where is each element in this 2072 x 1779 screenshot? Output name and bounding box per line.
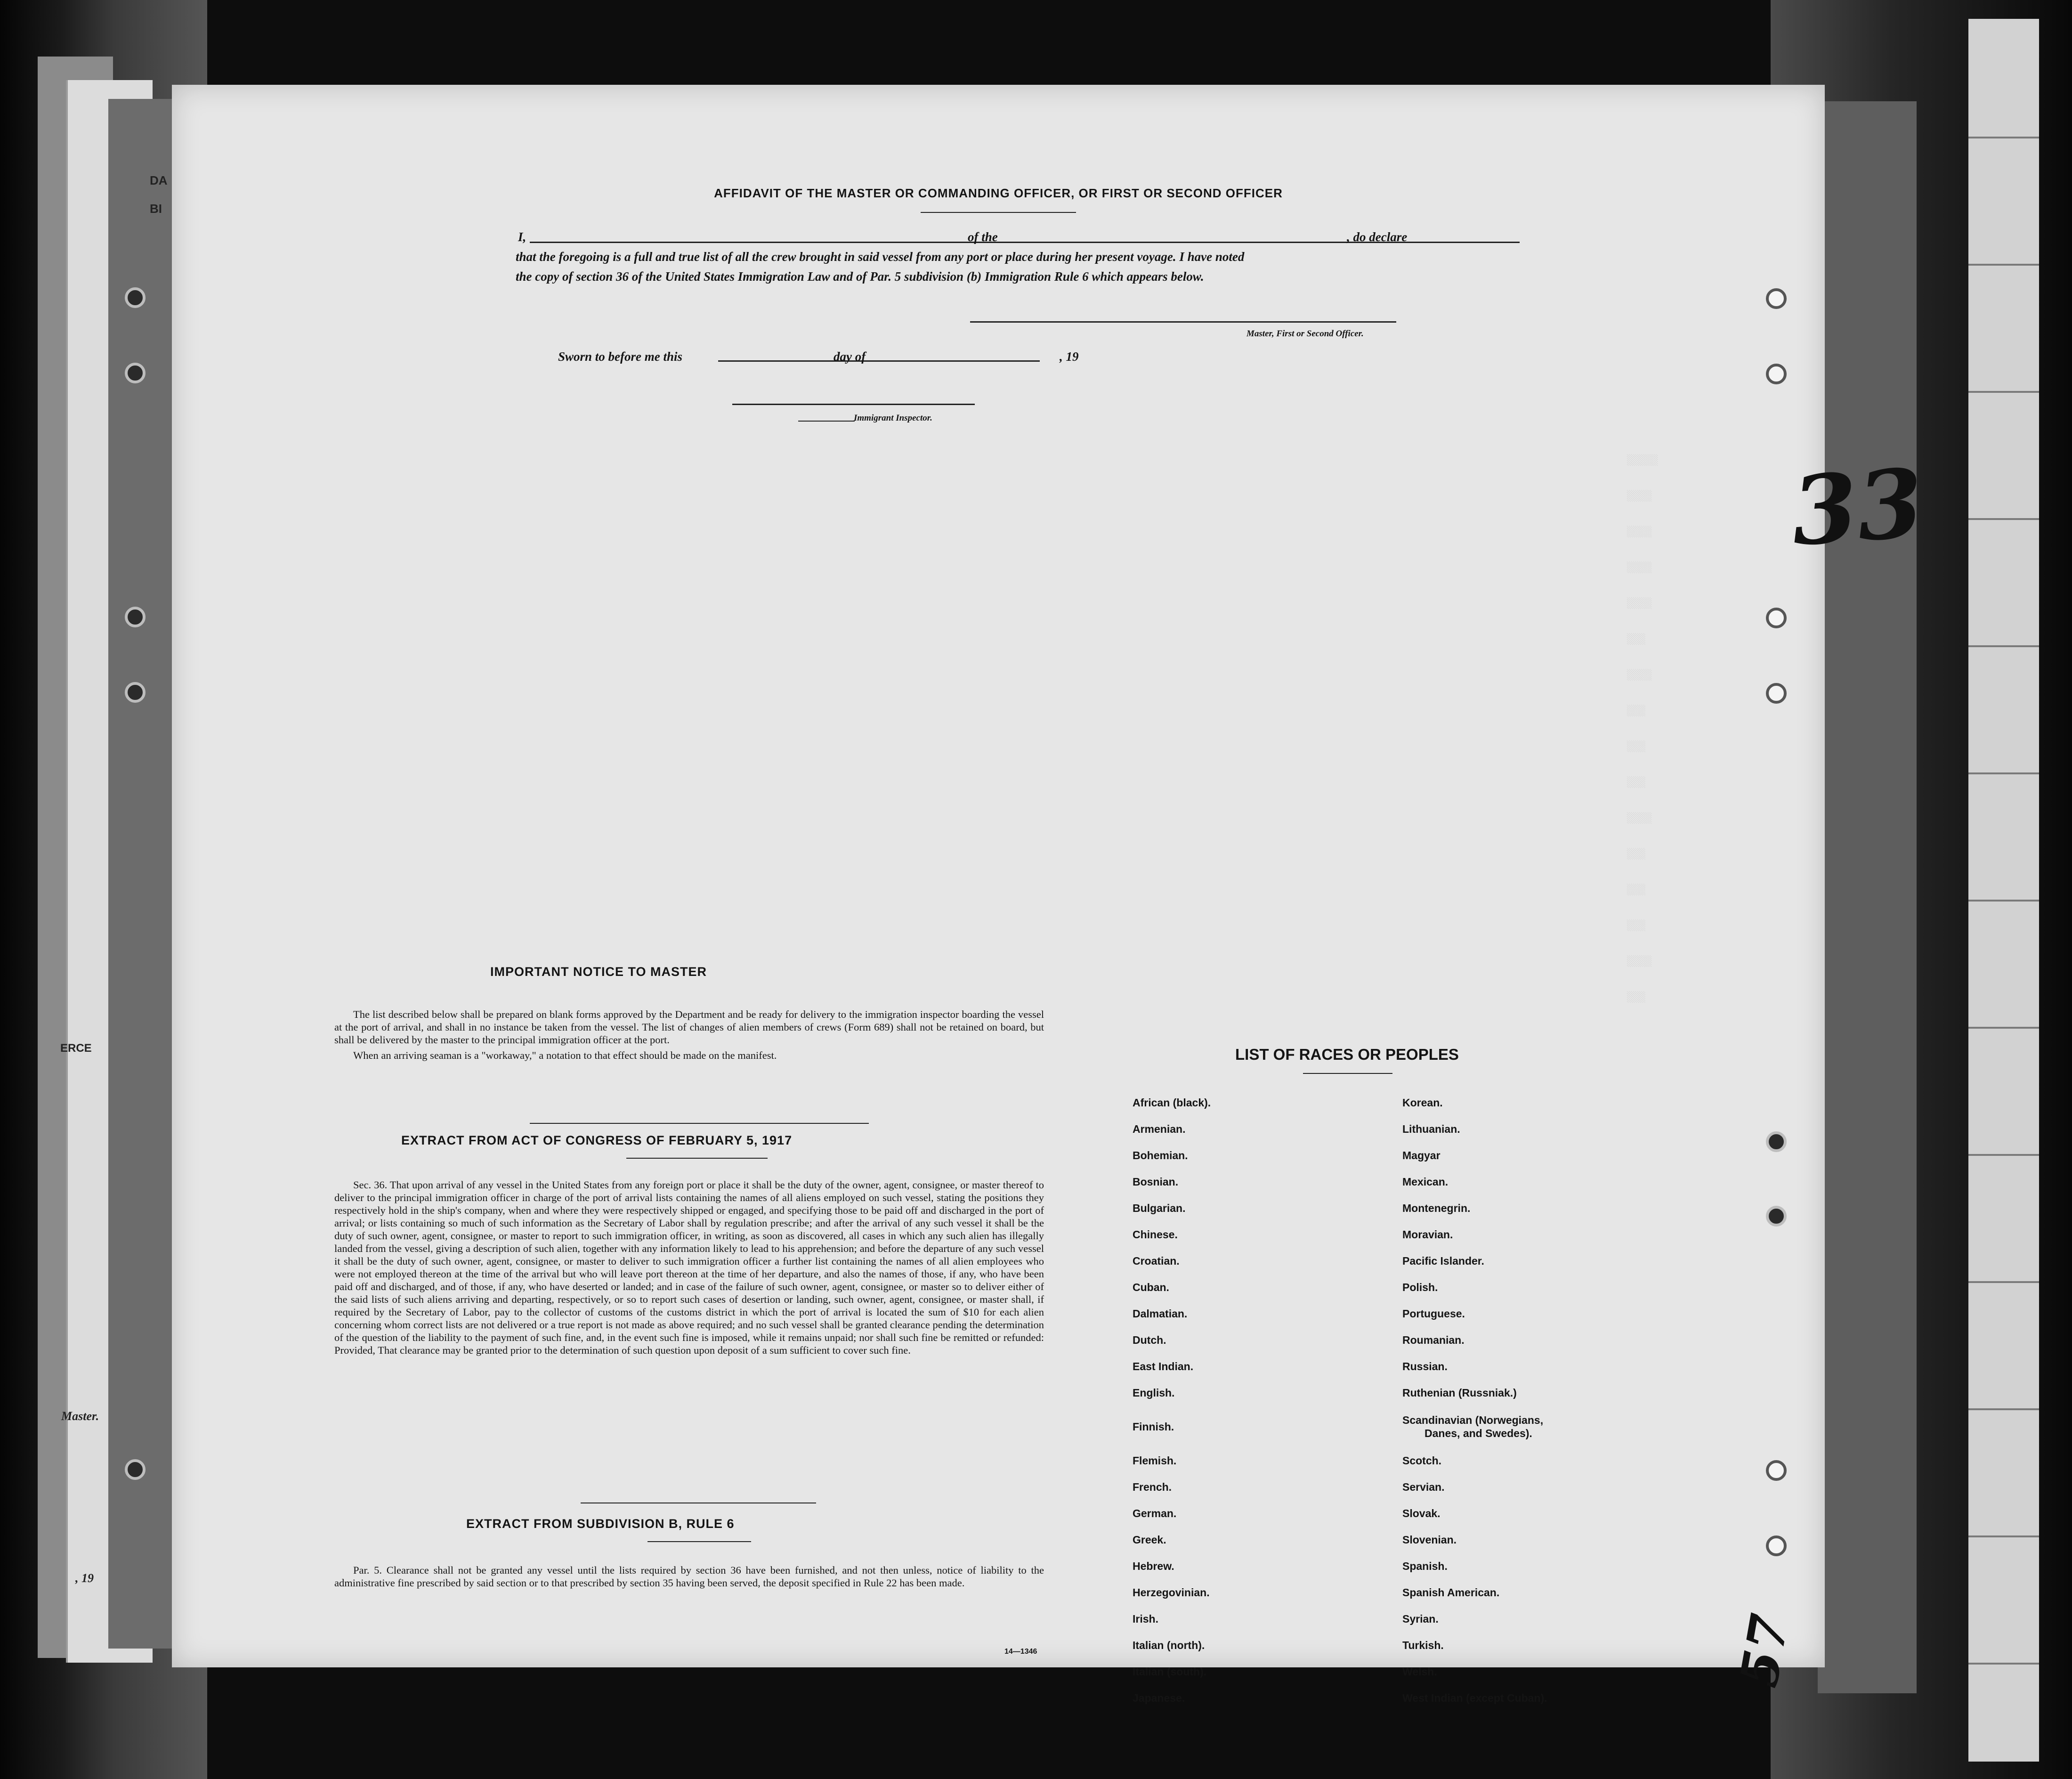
race-item: Portuguese. (1402, 1308, 1465, 1320)
race-item: Dutch. (1133, 1334, 1166, 1346)
race-item: Dalmatian. (1133, 1308, 1188, 1320)
title-rule (921, 212, 1076, 213)
race-item: Italian (north). (1133, 1639, 1205, 1651)
left-fragment-master: Master. (61, 1409, 99, 1423)
punch-hole (1766, 683, 1787, 704)
race-item: Spanish. (1402, 1560, 1448, 1572)
race-item: Welsh. (1402, 1665, 1437, 1678)
race-item: Korean. (1402, 1097, 1443, 1109)
race-item: Cuban. (1133, 1281, 1169, 1293)
race-item: Danes, and Swedes). (1424, 1427, 1532, 1439)
notice-title: IMPORTANT NOTICE TO MASTER (490, 965, 707, 979)
race-item: Irish. (1133, 1613, 1158, 1625)
punch-hole (125, 363, 146, 383)
affidavit-line1-mid: of the (968, 230, 998, 244)
race-item: Bohemian. (1133, 1149, 1188, 1162)
race-item: Bosnian. (1133, 1176, 1179, 1188)
race-item: Ruthenian (Russniak.) (1402, 1387, 1517, 1399)
sworn-month-line (881, 360, 1040, 362)
signature-label: Master, First or Second Officer. (1246, 329, 1364, 339)
document-page (172, 85, 1825, 1704)
punch-hole (125, 287, 146, 308)
race-item: Russian. (1402, 1360, 1448, 1373)
races-title: LIST OF RACES OR PEOPLES (1235, 1046, 1459, 1063)
left-fragment-bi: BI (150, 202, 162, 216)
handwritten-corner-mark: 57 (1728, 1609, 1801, 1692)
race-item: French. (1133, 1481, 1172, 1493)
inspector-short-line (798, 421, 855, 422)
race-item: Turkish. (1402, 1639, 1444, 1651)
sworn-prefix: Sworn to before me this (558, 349, 683, 364)
race-item: Hebrew. (1133, 1560, 1174, 1572)
punch-hole (1766, 608, 1787, 628)
notice-paragraph: When an arriving seaman is a "workaway," a notation to that effect should be made on the manifest. (353, 1049, 777, 1061)
inspector-label: Immigrant Inspector. (854, 413, 932, 423)
race-item: Finnish. (1133, 1421, 1174, 1433)
extract-rule-paragraph: Par. 5. Clearance shall not be granted any vessel until the lists required by section 36 have been furnished, and not then unless, notice of liability to the administrative fine prescribed by said section or to that prescribed by section 35 having been served, the deposit specified in Rule 22 has been made. (334, 1564, 1044, 1589)
extract-act-title: EXTRACT FROM ACT OF CONGRESS OF FEBRUARY 5, 1917 (401, 1133, 793, 1147)
affidavit-line2: that the foregoing is a full and true list of all the crew brought in said vessel from any port or place during her present voyage. I have noted (516, 250, 1245, 264)
affidavit-line3: the copy of section 36 of the United States Immigration Law and of Par. 5 subdivision (b) Immigration Rule 6 which appears below. (516, 269, 1204, 284)
punch-hole (1766, 1206, 1787, 1227)
race-item: Bulgarian. (1133, 1202, 1186, 1214)
race-item: East Indian. (1133, 1360, 1194, 1373)
notice-paragraph: The list described below shall be prepared on blank forms approved by the Department and be ready for delivery to the immigration inspector boarding the vessel at the port of arrival, and shall in no instance be taken from the vessel. The list of changes of alien members of crews (Form 689) shall not be retained on board, but shall be delivered by the master to the principal immigration officer at the port. (334, 1008, 1044, 1046)
race-item: Lithuanian. (1402, 1123, 1460, 1135)
affidavit-title: AFFIDAVIT OF THE MASTER OR COMMANDING OFFICER, OR FIRST OR SECOND OFFICER (714, 186, 1283, 200)
sworn-year-label: , 19 (1060, 349, 1079, 364)
races-title-rule (1303, 1073, 1392, 1074)
race-item: Pacific Islander. (1402, 1255, 1484, 1267)
race-item: Japanese. (1133, 1692, 1185, 1704)
signature-line (970, 321, 1396, 323)
form-number: 14—1346 (1004, 1648, 1037, 1656)
vessel-fill-line (1006, 242, 1520, 243)
race-item: African (black). (1133, 1097, 1211, 1109)
punch-hole (1766, 1535, 1787, 1556)
race-item: Magyar (1402, 1149, 1441, 1162)
extract-rule-title: EXTRACT FROM SUBDIVISION B, RULE 6 (466, 1517, 735, 1531)
section-rule (530, 1123, 869, 1124)
race-item: English. (1133, 1387, 1175, 1399)
race-item: Greek. (1133, 1534, 1166, 1546)
race-item: Slovak. (1402, 1507, 1441, 1519)
sworn-day-label: day of (834, 349, 866, 364)
notice-body (334, 1008, 1044, 1062)
race-item: Roumanian. (1402, 1334, 1465, 1346)
race-item: Chinese. (1133, 1228, 1178, 1241)
punch-hole (1766, 1460, 1787, 1481)
race-item: Moravian. (1402, 1228, 1453, 1241)
punch-hole (125, 607, 146, 627)
handwritten-number: 33 (1788, 447, 1927, 568)
left-fragment-year: , 19 (75, 1571, 94, 1585)
race-item: Croatian. (1133, 1255, 1180, 1267)
left-fragment-erce: ERCE (60, 1042, 92, 1055)
race-item: Servian. (1402, 1481, 1445, 1493)
extract-rule-body (334, 1564, 1044, 1589)
race-item: Italian (south). (1133, 1665, 1207, 1678)
affidavit-line1-end: , do declare (1347, 230, 1408, 244)
page-edge-right-2 (1968, 19, 2039, 1762)
race-item: West Indian (except Cuban). (1402, 1692, 1547, 1704)
race-item: Herzegovinian. (1133, 1586, 1210, 1599)
punch-hole (125, 1459, 146, 1480)
race-item: Mexican. (1402, 1176, 1449, 1188)
race-item: Polish. (1402, 1281, 1438, 1293)
race-item: Flemish. (1133, 1454, 1177, 1467)
extract-act-paragraph: Sec. 36. That upon arrival of any vessel in the United States from any foreign port or place it shall be the duty of the owner, agent, consignee, or master thereof to deliver to the principal immigration officer in charge of the port of arrival lists containing the names of all aliens employed on such vessel, stating the positions they respectively hold in the ship's company, when and where they were respectively shipped or engaged, and specifying those to be paid off and discharged in the port of arrival; or lists containing so much of such information as the Secretary of Labor shall by regulation prescribe; and after the arrival of any such vessel it shall be the duty of such owner, agent, consignee, or master to report to such immigration officer, in writing, as soon as discovered, all cases in which any such alien has illegally landed from the vessel, giving a description of such alien, together with any information likely to lead to his apprehension; and before the departure of any such vessel it shall be the duty of such owner, agent, consignee, or master to deliver to such immigration officer a further list containing the names of all alien employees who were not employed thereon at the time of the arrival but who will leave port thereon at the time of her departure, and also the names of those, if any, who have been paid off and discharged, and of those, if any, who have deserted or landed; and in case of the failure of such owner, agent, consignee, or master so to deliver either of the said lists of such aliens arriving and departing, respectively, or so to report such cases of desertion or landing, such owner, agent, consignee, or master shall, if required by the Secretary of Labor, pay to the collector of customs of the customs district in which the port of arrival is located the sum of $10 for each alien concerning whom correct lists are not delivered or a true report is not made as above required; and no such vessel shall be granted clearance pending the determination of the question of the liability to the payment of such fine, and, in the event such fine is imposed, while it remains unpaid; nor shall such fine be remitted or refunded: Provided, That clearance may be granted prior to the determination of such question upon deposit of a sum sufficient to cover such fine. (334, 1179, 1044, 1356)
race-item: Scandinavian (Norwegians, (1402, 1414, 1544, 1426)
race-item: Scotch. (1402, 1454, 1442, 1467)
extract-act-body (334, 1178, 1044, 1357)
race-item: Armenian. (1133, 1123, 1186, 1135)
race-item: Slovenian. (1402, 1534, 1457, 1546)
section-rule (626, 1158, 768, 1159)
left-fragment-da: DA (150, 173, 168, 187)
punch-hole (1766, 1131, 1787, 1152)
affidavit-line1-prefix: I, (518, 230, 526, 244)
race-item: Spanish American. (1402, 1586, 1500, 1599)
punch-hole (125, 682, 146, 703)
race-item: German. (1133, 1507, 1177, 1519)
punch-hole (1766, 364, 1787, 384)
race-item: Montenegrin. (1402, 1202, 1471, 1214)
race-item: Syrian. (1402, 1613, 1439, 1625)
inspector-signature-line (732, 404, 975, 405)
bleed-through-text: ░░░░░ ░░░░ ░░░░ ░░░░ ░░░░ ░░░ ░░░░ ░░░ ░░░ ░░░ ░░░░ ░░░ ░░░ ░░░ ░░░░ ░░░ (1627, 455, 1659, 1003)
section-rule (648, 1541, 751, 1542)
page-edge-right-1 (1818, 101, 1917, 1693)
punch-hole (1766, 288, 1787, 309)
